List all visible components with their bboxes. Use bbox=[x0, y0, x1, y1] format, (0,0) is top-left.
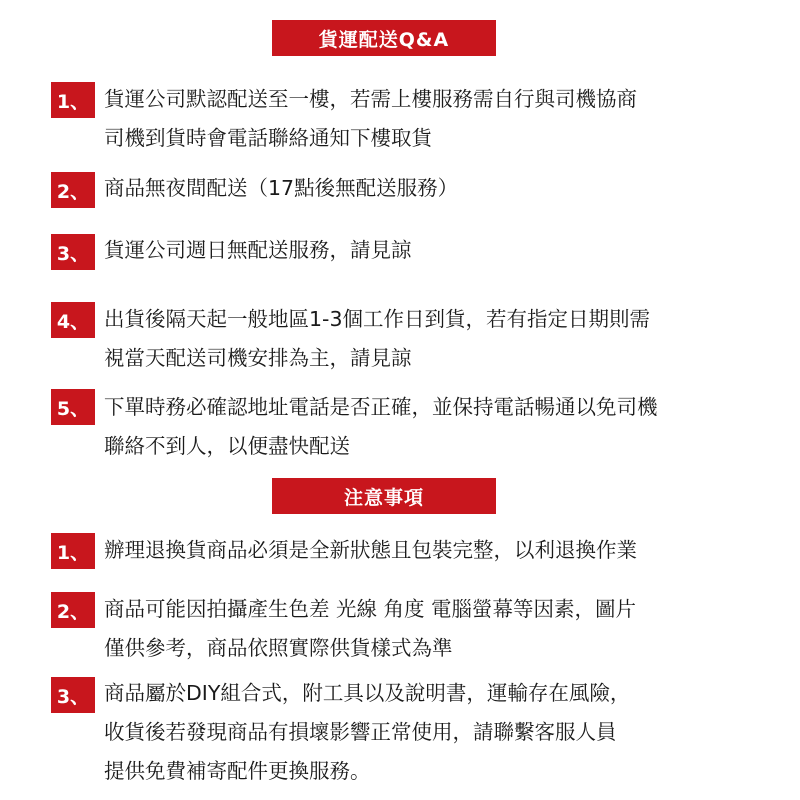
text-line: 辦理退換貨商品必須是全新狀態且包裝完整，以利退換作業 bbox=[104, 538, 637, 562]
text-line: 聯絡不到人，以便盡快配送 bbox=[104, 434, 350, 458]
text-line: 商品屬於DIY組合式，附工具以及說明書，運輸存在風險， bbox=[104, 681, 631, 705]
shipping-item-5-text bbox=[104, 388, 784, 466]
text-line: 商品可能因拍攝產生色差 光線 角度 電腦螢幕等因素，圖片 bbox=[104, 597, 637, 621]
text-line: 司機到貨時會電話聯絡通知下樓取貨 bbox=[104, 126, 432, 150]
shipping-item-1-number: 1、 bbox=[51, 82, 95, 118]
text-line: 貨運公司默認配送至一樓，若需上樓服務需自行與司機協商 bbox=[104, 87, 637, 111]
shipping-item-3-text bbox=[104, 231, 784, 270]
notes-item-3-text bbox=[104, 674, 784, 791]
text-line: 僅供參考，商品依照實際供貨樣式為準 bbox=[104, 636, 453, 660]
text-line: 視當天配送司機安排為主，請見諒 bbox=[104, 346, 412, 370]
notes-item-2-text bbox=[104, 590, 784, 668]
shipping-item-2-text bbox=[104, 169, 784, 208]
notes-item-1-text bbox=[104, 531, 784, 570]
shipping-qa-heading: 貨運配送Q&A bbox=[272, 20, 496, 56]
text-line: 下單時務必確認地址電話是否正確，並保持電話暢通以免司機 bbox=[104, 395, 658, 419]
text-line: 收貨後若發現商品有損壞影響正常使用，請聯繫客服人員 bbox=[104, 720, 617, 744]
text-line: 貨運公司週日無配送服務，請見諒 bbox=[104, 238, 412, 262]
notes-item-3-number: 3、 bbox=[51, 677, 95, 713]
text-line: 出貨後隔天起一般地區1-3個工作日到貨，若有指定日期則需 bbox=[104, 307, 650, 331]
notes-item-1-number: 1、 bbox=[51, 533, 95, 569]
text-line: 商品無夜間配送（17點後無配送服務） bbox=[104, 176, 459, 200]
shipping-item-1-text bbox=[104, 80, 784, 158]
shipping-item-3-number: 3、 bbox=[51, 234, 95, 270]
text-line: 提供免費補寄配件更換服務。 bbox=[104, 759, 371, 783]
shipping-item-4-number: 4、 bbox=[51, 302, 95, 338]
notes-heading: 注意事項 bbox=[272, 478, 496, 514]
shipping-item-4-text bbox=[104, 300, 784, 378]
shipping-item-2-number: 2、 bbox=[51, 172, 95, 208]
notes-item-2-number: 2、 bbox=[51, 592, 95, 628]
shipping-item-5-number: 5、 bbox=[51, 389, 95, 425]
